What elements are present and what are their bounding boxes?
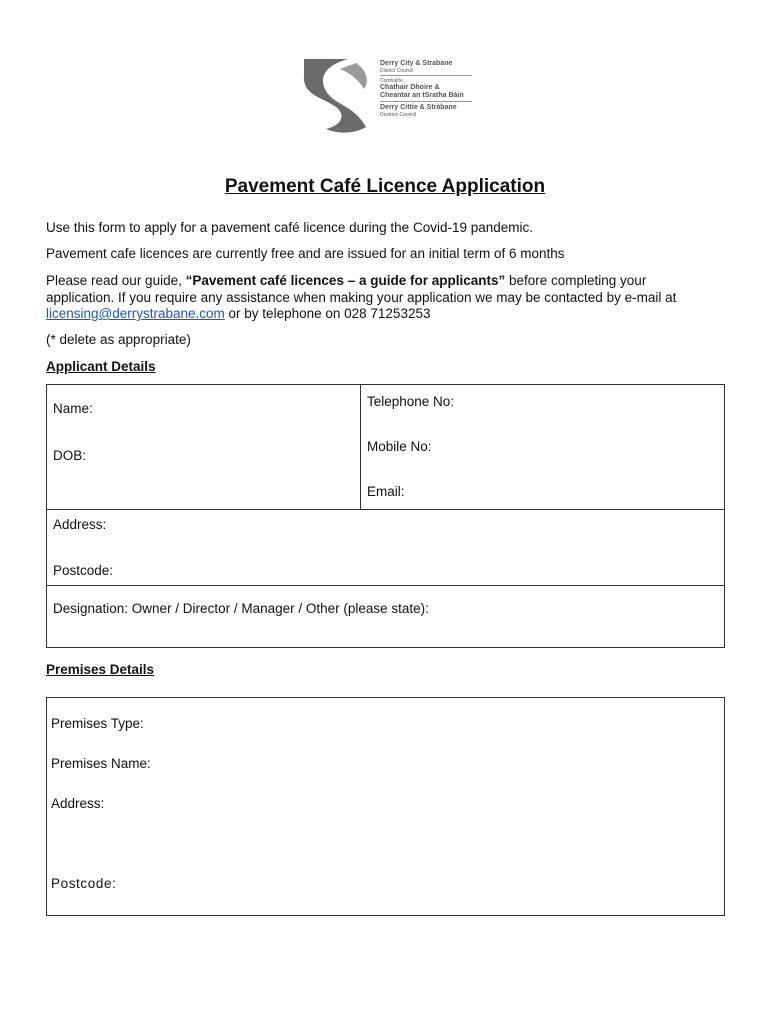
dob-field[interactable]: DOB: xyxy=(53,448,87,463)
premises-address-field[interactable]: Address: xyxy=(51,796,105,811)
logo-name-en-2: District Council xyxy=(380,68,414,74)
guide-text-mid: before completing your application. If you require any assistance when making your application we may be contacted by e-mail at xyxy=(46,273,677,305)
premises-type-field[interactable]: Premises Type: xyxy=(51,716,144,731)
logo-name-us-2: Destrick Cooncil xyxy=(380,112,417,118)
applicant-details-table xyxy=(46,384,725,648)
address-field[interactable]: Address: xyxy=(53,517,107,532)
council-logo xyxy=(296,55,496,135)
designation-field[interactable]: Designation: Owner / Director / Manager / Other (please state): xyxy=(53,601,429,616)
page-title: Pavement Café Licence Application xyxy=(224,176,546,197)
mobile-field[interactable]: Mobile No: xyxy=(367,439,432,454)
council-name-block xyxy=(380,60,480,118)
premises-postcode-field[interactable]: Postcode: xyxy=(51,876,117,891)
name-field[interactable]: Name: xyxy=(53,401,93,416)
email-link[interactable]: licensing@derrystrabane.com xyxy=(46,306,225,321)
logo-name-us-1: Derry Cittie & Stràbane xyxy=(380,104,457,111)
logo-name-ga-1: Comhairle xyxy=(380,78,403,84)
telephone-field[interactable]: Telephone No: xyxy=(367,394,455,409)
premises-details-table xyxy=(46,697,725,916)
intro-guide-paragraph xyxy=(46,273,716,323)
council-s-logo-icon xyxy=(296,55,376,135)
applicant-details-heading: Applicant Details xyxy=(46,359,156,374)
postcode-field[interactable]: Postcode: xyxy=(53,563,114,578)
logo-name-ga-2: Chathair Dhoire & xyxy=(380,84,440,91)
logo-name-ga-3: Cheantar an tSratha Báin xyxy=(380,92,464,99)
delete-note: (* delete as appropriate) xyxy=(46,332,191,347)
intro-line-1: Use this form to apply for a pavement café licence during the Covid-19 pandemic. xyxy=(46,220,534,235)
premises-name-field[interactable]: Premises Name: xyxy=(51,756,151,771)
guide-title: “Pavement café licences – a guide for applicants” xyxy=(185,273,506,288)
guide-text-pre: Please read our guide, xyxy=(46,273,186,288)
logo-name-en-1: Derry City & Strabane xyxy=(380,60,453,67)
intro-line-2: Pavement cafe licences are currently free and are issued for an initial term of 6 months xyxy=(46,246,565,261)
guide-text-post: or by telephone on 028 71253253 xyxy=(224,306,431,321)
email-field[interactable]: Email: xyxy=(367,484,405,499)
premises-details-heading: Premises Details xyxy=(46,662,155,677)
